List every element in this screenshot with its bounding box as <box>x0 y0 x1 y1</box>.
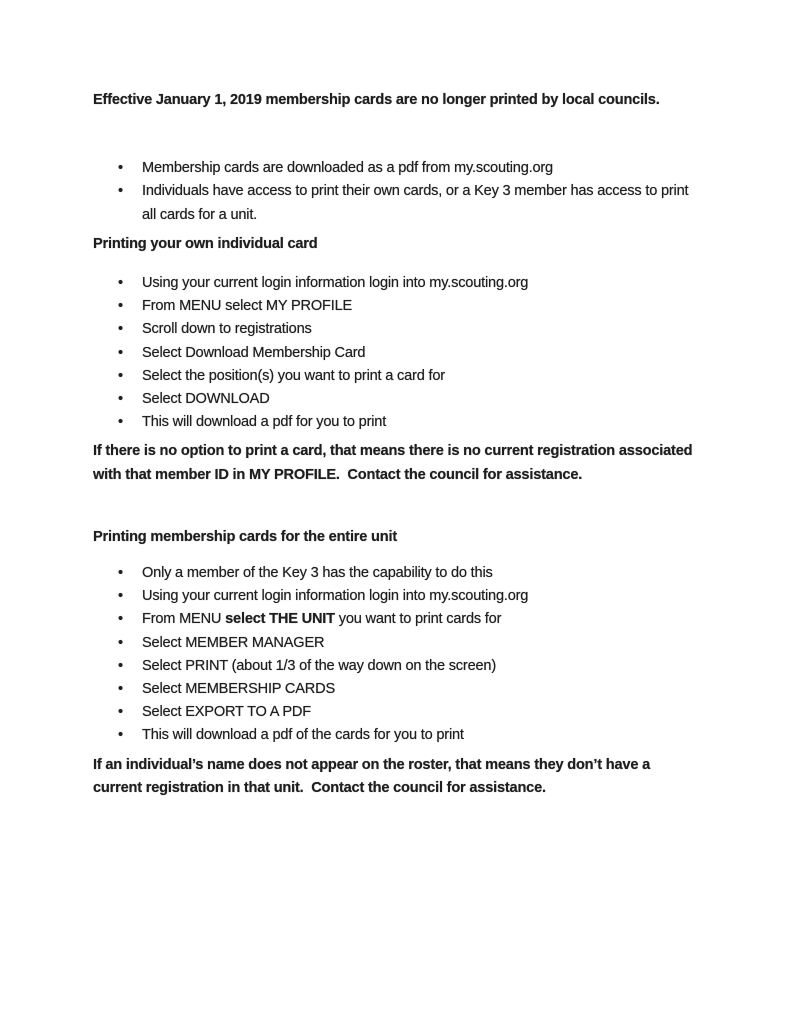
list-item <box>93 655 693 678</box>
intro-bullet-list <box>93 157 693 227</box>
unit-bullet-list <box>93 562 693 748</box>
unit-note: If an individual’s name does not appear on the roster, that means they don’t have a current registration in that unit. Contact the council for assistance. <box>93 756 651 796</box>
list-item <box>93 562 693 585</box>
list-item <box>93 701 693 724</box>
list-item-text: This will download a pdf of the cards for you to print <box>142 727 464 744</box>
list-item <box>93 295 693 318</box>
unit-section-heading: Printing membership cards for the entire unit <box>93 528 398 545</box>
list-item <box>93 411 693 434</box>
list-item-text: Select PRINT (about 1/3 of the way down on the screen) <box>142 657 496 674</box>
list-item <box>93 724 693 747</box>
list-item <box>93 388 693 411</box>
individual-section-heading: Printing your own individual card <box>93 235 318 252</box>
intro-heading: Effective January 1, 2019 membership cards are no longer printed by local councils. <box>93 92 660 108</box>
list-item-text: From MENU select MY PROFILE <box>142 298 353 315</box>
list-item-text: This will download a pdf for you to print <box>142 414 387 431</box>
individual-note: If there is no option to print a card, that means there is no current registration associated with that member ID in MY PROFILE. Contact the council for assistance. <box>93 443 693 483</box>
individual-bullet-list <box>93 272 693 434</box>
list-item-text: you want to print cards for <box>334 611 502 628</box>
list-item-text: Scroll down to registrations <box>142 321 312 338</box>
list-item <box>93 272 693 295</box>
list-item <box>93 318 693 341</box>
list-item-text: Membership cards are downloaded as a pdf from my.scouting.org <box>142 160 553 177</box>
list-item <box>93 632 693 655</box>
list-item-text: Select Download Membership Card <box>142 344 366 361</box>
list-item-text: Using your current login information login into my.scouting.org <box>142 275 529 292</box>
list-item-text: Select MEMBER MANAGER <box>142 634 325 651</box>
list-item <box>93 180 693 226</box>
list-item-text: Using your current login information login into my.scouting.org <box>142 588 529 605</box>
list-item <box>93 678 693 701</box>
list-item-text: Select MEMBERSHIP CARDS <box>142 681 336 698</box>
list-item-text: select THE UNIT <box>225 611 335 628</box>
list-item-text: Only a member of the Key 3 has the capability to do this <box>142 565 493 582</box>
list-item-text: Select DOWNLOAD <box>142 391 270 408</box>
list-item <box>93 585 693 608</box>
list-item-text: From MENU <box>142 611 226 628</box>
list-item <box>93 365 693 388</box>
list-item <box>93 608 693 631</box>
list-item <box>93 157 693 180</box>
list-item <box>93 342 693 365</box>
document-content <box>93 0 693 800</box>
list-item-text: Select the position(s) you want to print a card for <box>142 367 445 384</box>
list-item-text: Select EXPORT TO A PDF <box>142 704 311 721</box>
list-item-text: Individuals have access to print their own cards, or a Key 3 member has access to print all cards for a unit. <box>142 183 689 223</box>
